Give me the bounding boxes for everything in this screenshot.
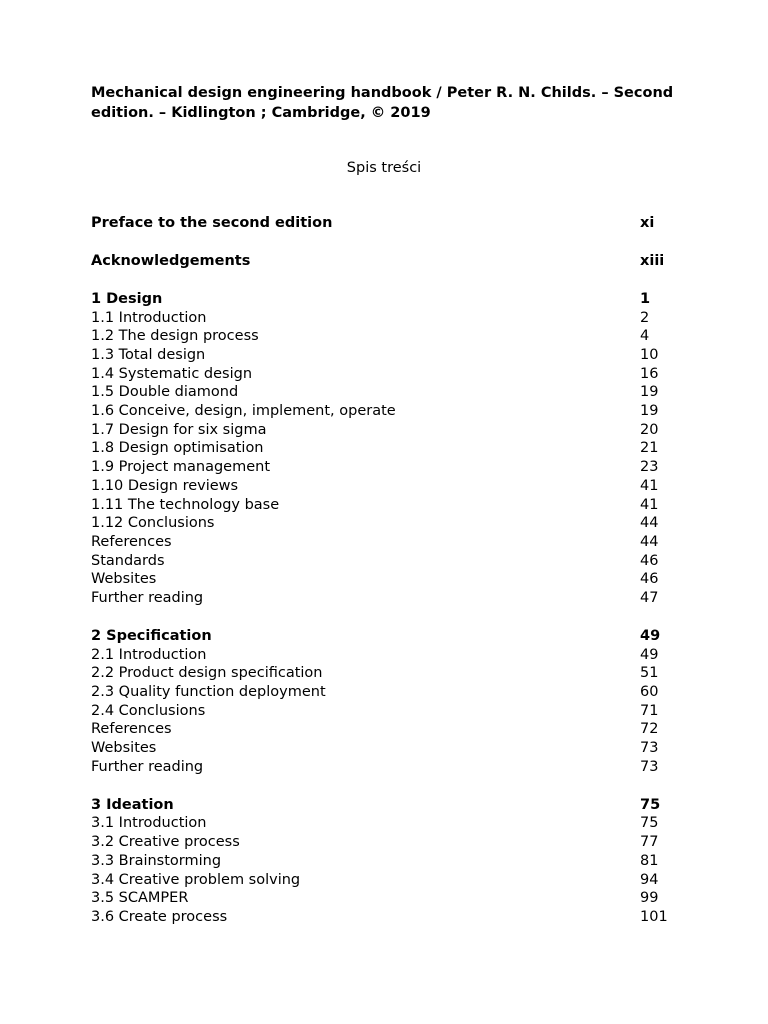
toc-entry-label: 3.6 Create process [91, 908, 228, 925]
toc-entry-row [91, 383, 691, 402]
toc-entry-label: 3.3 Brainstorming [91, 852, 222, 869]
toc-entry-label: Further reading [91, 589, 204, 606]
toc-page-number: 49 [640, 627, 661, 644]
toc-page-number: 101 [640, 908, 668, 925]
toc-entry-label: References [91, 721, 172, 738]
toc-page-number: 44 [640, 515, 659, 532]
toc-page-number: 60 [640, 684, 659, 701]
toc-page-number: 75 [640, 796, 661, 813]
toc-entry-row [91, 814, 691, 833]
toc-chapter-row [91, 627, 691, 646]
toc-page-number: 75 [640, 815, 659, 832]
toc-entry-label: Standards [91, 552, 165, 569]
toc-entry-label: 3.4 Creative problem solving [91, 871, 301, 888]
toc-entry-row [91, 365, 691, 384]
toc-page-number: 41 [640, 496, 659, 513]
toc-entry-label: 2.3 Quality function deployment [91, 684, 326, 701]
toc-entry-label: 1.8 Design optimisation [91, 440, 264, 457]
toc-entry-label: 1.1 Introduction [91, 309, 207, 326]
toc-entry-label: 3.5 SCAMPER [91, 890, 189, 907]
toc-entry-row [91, 758, 691, 777]
toc-spacer [91, 776, 691, 795]
toc-entry-label: 3.2 Creative process [91, 834, 240, 851]
toc-entry-row [91, 570, 691, 589]
toc-entry-row [91, 346, 691, 365]
toc-entry-label: Websites [91, 571, 157, 588]
toc-page-number: 2 [640, 309, 650, 326]
toc-page-number: 4 [640, 328, 650, 345]
toc-chapter-row [91, 796, 691, 815]
toc-entry-row [91, 908, 691, 927]
toc-page-number: 46 [640, 571, 659, 588]
toc-entry-row [91, 683, 691, 702]
toc-page-number: 73 [640, 740, 659, 757]
toc-entry-label: 1.9 Project management [91, 459, 271, 476]
toc-entry-label: 1.7 Design for six sigma [91, 421, 267, 438]
citation-line-1: Mechanical design engineering handbook / Peter R. N. Childs. – Second [91, 85, 674, 101]
toc-entry-label: 3.1 Introduction [91, 815, 207, 832]
toc-entry-row [91, 533, 691, 552]
toc-entry-label: 1.12 Conclusions [91, 515, 215, 532]
toc-entry-row [91, 477, 691, 496]
toc-title: Spis treści [346, 160, 422, 176]
toc-entry-label: References [91, 533, 172, 550]
toc-entry-label: 1.4 Systematic design [91, 365, 253, 382]
toc-entry-label: 3 Ideation [91, 796, 174, 813]
toc-entry-row [91, 514, 691, 533]
toc-spacer [91, 271, 691, 290]
toc-entry-row [91, 889, 691, 908]
toc-entry-row [91, 458, 691, 477]
toc-page-number: 51 [640, 665, 659, 682]
toc-page-number: xiii [640, 252, 665, 269]
toc-page-number: 21 [640, 440, 659, 457]
table-of-contents [91, 214, 691, 927]
toc-entry-row [91, 589, 691, 608]
toc-entry-label: Preface to the second edition [91, 215, 333, 231]
toc-entry-row [91, 421, 691, 440]
toc-page-number: 19 [640, 403, 659, 420]
toc-page-number: 1 [640, 290, 651, 307]
toc-page-number: xi [640, 215, 655, 231]
toc-page-number: 47 [640, 589, 659, 606]
toc-entry-label: 2.2 Product design specification [91, 665, 323, 682]
toc-entry-label: 1.5 Double diamond [91, 384, 239, 401]
toc-entry-row [91, 439, 691, 458]
toc-entry-label: 1.11 The technology base [91, 496, 280, 513]
toc-entry-row [91, 646, 691, 665]
toc-entry-row [91, 309, 691, 328]
toc-page-number: 73 [640, 758, 659, 775]
book-citation [91, 84, 691, 123]
citation-line-2: edition. – Kidlington ; Cambridge, © 2019 [91, 104, 431, 121]
toc-entry-row [91, 833, 691, 852]
toc-chapter-row [91, 252, 691, 271]
toc-entry-label: 2.1 Introduction [91, 646, 207, 663]
toc-page-number: 72 [640, 721, 659, 738]
toc-page-number: 16 [640, 365, 659, 382]
toc-page-number: 49 [640, 646, 659, 663]
toc-entry-row [91, 402, 691, 421]
toc-page-number: 81 [640, 852, 659, 869]
toc-entry-row [91, 871, 691, 890]
toc-spacer [91, 608, 691, 627]
toc-page-number: 77 [640, 834, 659, 851]
toc-page-number: 23 [640, 459, 659, 476]
toc-entry-row [91, 664, 691, 683]
toc-page-number: 10 [640, 347, 659, 364]
toc-entry-row [91, 702, 691, 721]
toc-entry-row [91, 852, 691, 871]
toc-entry-label: 1.2 The design process [91, 328, 259, 345]
toc-page-number: 94 [640, 871, 659, 888]
toc-chapter-row [91, 290, 691, 309]
toc-page-number: 71 [640, 702, 659, 719]
toc-entry-label: Websites [91, 740, 157, 757]
toc-entry-label: Further reading [91, 758, 204, 775]
toc-entry-row [91, 496, 691, 515]
toc-page-number: 41 [640, 477, 659, 494]
toc-page-number: 99 [640, 890, 659, 907]
toc-entry-label: 1.10 Design reviews [91, 477, 239, 494]
toc-entry-row [91, 720, 691, 739]
toc-page-number: 19 [640, 384, 659, 401]
toc-entry-row [91, 327, 691, 346]
toc-entry-label: 2 Specification [91, 627, 212, 644]
toc-page-number: 46 [640, 552, 659, 569]
toc-page-number: 44 [640, 533, 659, 550]
toc-entry-row [91, 739, 691, 758]
toc-entry-label: 2.4 Conclusions [91, 702, 206, 719]
toc-entry-row [91, 552, 691, 571]
toc-entry-label: 1.6 Conceive, design, implement, operate [91, 403, 396, 420]
toc-entry-label: 1.3 Total design [91, 347, 206, 364]
toc-entry-label: 1 Design [91, 290, 163, 307]
toc-page-number: 20 [640, 421, 659, 438]
toc-spacer [91, 233, 691, 252]
toc-chapter-row [91, 214, 691, 233]
toc-entry-label: Acknowledgements [91, 252, 251, 269]
